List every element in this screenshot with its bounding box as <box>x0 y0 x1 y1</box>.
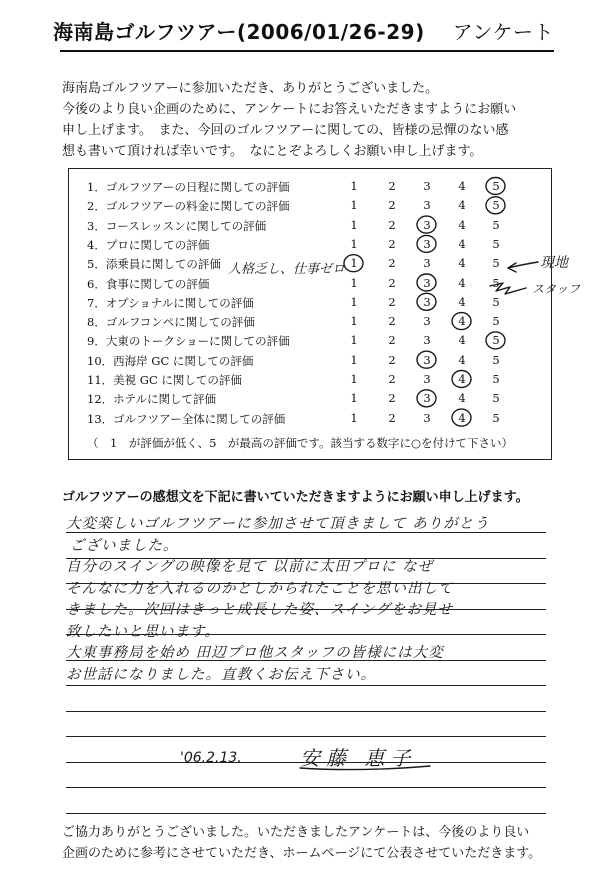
rating-option-5[interactable]: 5 <box>492 198 500 213</box>
rating-option-1[interactable]: 1 <box>350 333 358 348</box>
rating-option-4[interactable]: 4 <box>458 256 466 271</box>
rating-option-4[interactable]: 4 <box>458 275 466 290</box>
survey-item-label: 1．ゴルフツアーの日程に関しての評価 <box>87 180 290 194</box>
rating-option-4[interactable]: 4 <box>458 294 466 309</box>
selected-rating-circle <box>417 293 436 310</box>
rating-option-4[interactable]: 4 <box>458 333 466 348</box>
title-sub: アンケート <box>452 20 555 44</box>
rating-option-5[interactable]: 5 <box>492 294 500 309</box>
rating-option-3[interactable]: 3 <box>423 179 431 193</box>
item5-handwritten-note: 人格乏し、仕事ゼロ <box>228 262 346 277</box>
rating-option-5[interactable]: 5 <box>492 333 500 348</box>
survey-item-label: 11．美視 GC に関しての評価 <box>87 373 242 387</box>
rating-option-3[interactable]: 3 <box>423 256 431 271</box>
rating-option-3[interactable]: 3 <box>423 333 431 348</box>
intro-line: 想も書いて頂ければ幸いです。 なにとぞよろしくお願い申し上げます。 <box>62 144 483 159</box>
rating-option-3[interactable]: 3 <box>423 352 431 367</box>
scribble-mark <box>490 283 526 294</box>
selected-rating-circle <box>417 390 436 407</box>
rating-option-5[interactable]: 5 <box>492 256 500 271</box>
survey-item-label: 3．コースレッスンに関しての評価 <box>87 218 267 233</box>
rating-option-3[interactable]: 3 <box>423 198 431 213</box>
essay-heading: ゴルフツアーの感想文を下記に書いていただきますようにお願い申し上げます。 <box>62 490 529 505</box>
essay-date: '06.2.13. <box>180 750 242 766</box>
essay-rule <box>66 813 546 814</box>
rating-option-5[interactable]: 5 <box>492 217 500 232</box>
rating-option-2[interactable]: 2 <box>388 391 396 406</box>
essay-signature: 安藤 恵子 <box>300 746 417 770</box>
selected-rating-circle <box>417 235 436 252</box>
essay-line-text: 大変楽しいゴルフツアーに参加させて頂きまして ありがとう <box>66 516 490 532</box>
rating-option-5[interactable]: 5 <box>492 179 500 193</box>
rating-option-1[interactable]: 1 <box>350 391 358 406</box>
footer-line: 企画のために参考にさせていただき、ホームページにて公表させていただきます。 <box>62 846 542 861</box>
rating-option-4[interactable]: 4 <box>458 352 466 367</box>
rating-option-4[interactable]: 4 <box>458 410 466 425</box>
rating-option-2[interactable]: 2 <box>388 333 396 348</box>
selected-rating-circle <box>486 178 505 195</box>
rating-option-4[interactable]: 4 <box>458 198 466 213</box>
selected-rating-circle <box>417 351 436 368</box>
side-note-staff: スタッフ <box>532 282 581 296</box>
selected-rating-circle <box>452 371 471 388</box>
selected-rating-circle <box>452 313 471 330</box>
rating-option-3[interactable]: 3 <box>423 410 431 425</box>
footer-line: ご協力ありがとうございました。いただきましたアンケートは、今後のより良い <box>62 825 530 840</box>
survey-item-label: 10．西海岸 GC に関しての評価 <box>87 353 254 368</box>
rating-option-1[interactable]: 1 <box>350 179 358 193</box>
rating-option-2[interactable]: 2 <box>388 198 396 213</box>
essay-rule <box>66 685 546 686</box>
rating-option-2[interactable]: 2 <box>388 179 396 193</box>
survey-item-label: 5．添乗員に関しての評価 <box>87 257 221 272</box>
rating-option-4[interactable]: 4 <box>458 314 466 329</box>
survey-item-label: 9．大東のトークショーに関しての評価 <box>87 334 290 349</box>
rating-option-1[interactable]: 1 <box>350 198 358 213</box>
rating-option-1[interactable]: 1 <box>350 236 358 251</box>
rating-option-2[interactable]: 2 <box>388 410 396 425</box>
rating-option-2[interactable]: 2 <box>388 256 396 271</box>
survey-item-label: 2．ゴルフツアーの料金に関しての評価 <box>87 199 290 214</box>
side-note-local: 現地 <box>540 255 568 271</box>
rating-option-5[interactable]: 5 <box>492 236 500 251</box>
essay-line-text: そんなに力を入れるのかとしかられたことを思い出して <box>66 580 454 597</box>
selected-rating-circle <box>486 197 505 214</box>
survey-item-label: 4．プロに関しての評価 <box>87 237 210 252</box>
rating-option-1[interactable]: 1 <box>350 372 358 386</box>
rating-option-3[interactable]: 3 <box>423 314 431 329</box>
rating-option-5[interactable]: 5 <box>492 314 500 329</box>
rating-option-2[interactable]: 2 <box>388 372 396 386</box>
rating-option-5[interactable]: 5 <box>492 410 500 425</box>
rating-option-4[interactable]: 4 <box>458 236 466 251</box>
rating-option-1[interactable]: 1 <box>350 217 358 232</box>
selected-rating-circle <box>452 409 471 426</box>
survey-item-label: 6．食事に関しての評価 <box>87 276 210 291</box>
rating-option-2[interactable]: 2 <box>388 275 396 290</box>
rating-option-3[interactable]: 3 <box>423 391 431 406</box>
rating-option-1[interactable]: 1 <box>350 256 358 271</box>
essay-rule <box>66 711 546 712</box>
rating-option-4[interactable]: 4 <box>458 372 466 386</box>
essay-line-text: お世話になりました。直教くお伝え下さい。 <box>66 666 376 683</box>
essay-line-text: ございました。 <box>70 537 179 554</box>
rating-option-3[interactable]: 3 <box>423 372 431 386</box>
rating-option-5[interactable]: 5 <box>492 275 500 290</box>
rating-option-5[interactable]: 5 <box>492 352 500 367</box>
rating-option-2[interactable]: 2 <box>388 314 396 329</box>
survey-item-label: 7．オプショナルに関しての評価 <box>87 295 254 310</box>
essay-line-text: 大東事務局を始め 田辺プロ他スタッフの皆様には大変 <box>66 645 444 661</box>
essay-line-text: きました。次回はきっと成長した姿、スイングをお見せ <box>66 602 453 618</box>
survey-item-label: 8．ゴルフコンペに関しての評価 <box>87 315 255 330</box>
rating-option-4[interactable]: 4 <box>458 179 466 193</box>
rating-option-2[interactable]: 2 <box>388 294 396 309</box>
rating-option-3[interactable]: 3 <box>423 294 431 309</box>
rating-option-2[interactable]: 2 <box>388 352 396 367</box>
rating-option-4[interactable]: 4 <box>458 391 466 406</box>
rating-option-5[interactable]: 5 <box>492 372 500 386</box>
intro-line: 申し上げます。 また、今回のゴルフツアーに関しての、皆様の忌憚のない感 <box>62 123 509 138</box>
selected-rating-circle <box>486 332 505 349</box>
essay-rule <box>66 736 546 737</box>
rating-option-4[interactable]: 4 <box>458 217 466 232</box>
rating-option-2[interactable]: 2 <box>388 236 396 251</box>
rating-option-3[interactable]: 3 <box>423 236 431 251</box>
rating-option-5[interactable]: 5 <box>492 391 500 406</box>
essay-rule <box>66 787 546 788</box>
selected-rating-circle <box>344 255 363 272</box>
survey-item-label: 12．ホテルに関して評価 <box>87 392 217 407</box>
intro-line: 今後のより良い企画のために、アンケートにお答えいただきますようにお願い <box>62 102 517 117</box>
title-main: 海南島ゴルフツアー(2006/01/26-29) <box>52 20 425 44</box>
rating-note: （ 1 が評価が低く、5 が最高の評価です。該当する数字に○を付けて下さい） <box>87 436 514 450</box>
rating-option-1[interactable]: 1 <box>350 314 358 329</box>
rating-option-3[interactable]: 3 <box>423 275 431 290</box>
essay-line-text: 致したいと思います。 <box>66 623 220 640</box>
footer-text <box>62 822 541 864</box>
rating-option-1[interactable]: 1 <box>350 294 358 309</box>
intro-line: 海南島ゴルフツアーに参加いただき、ありがとうございました。 <box>62 81 439 96</box>
rating-option-1[interactable]: 1 <box>350 410 358 425</box>
selected-rating-circle <box>417 216 436 233</box>
rating-option-3[interactable]: 3 <box>423 217 431 232</box>
rating-option-2[interactable]: 2 <box>388 217 396 232</box>
essay-line-text: 自分のスイングの映像を見て 以前に太田プロに なぜ <box>66 559 434 575</box>
survey-item-label: 13．ゴルフツアー全体に関しての評価 <box>87 411 286 426</box>
rating-option-1[interactable]: 1 <box>350 275 358 290</box>
rating-option-1[interactable]: 1 <box>350 352 358 367</box>
selected-rating-circle <box>417 274 436 291</box>
